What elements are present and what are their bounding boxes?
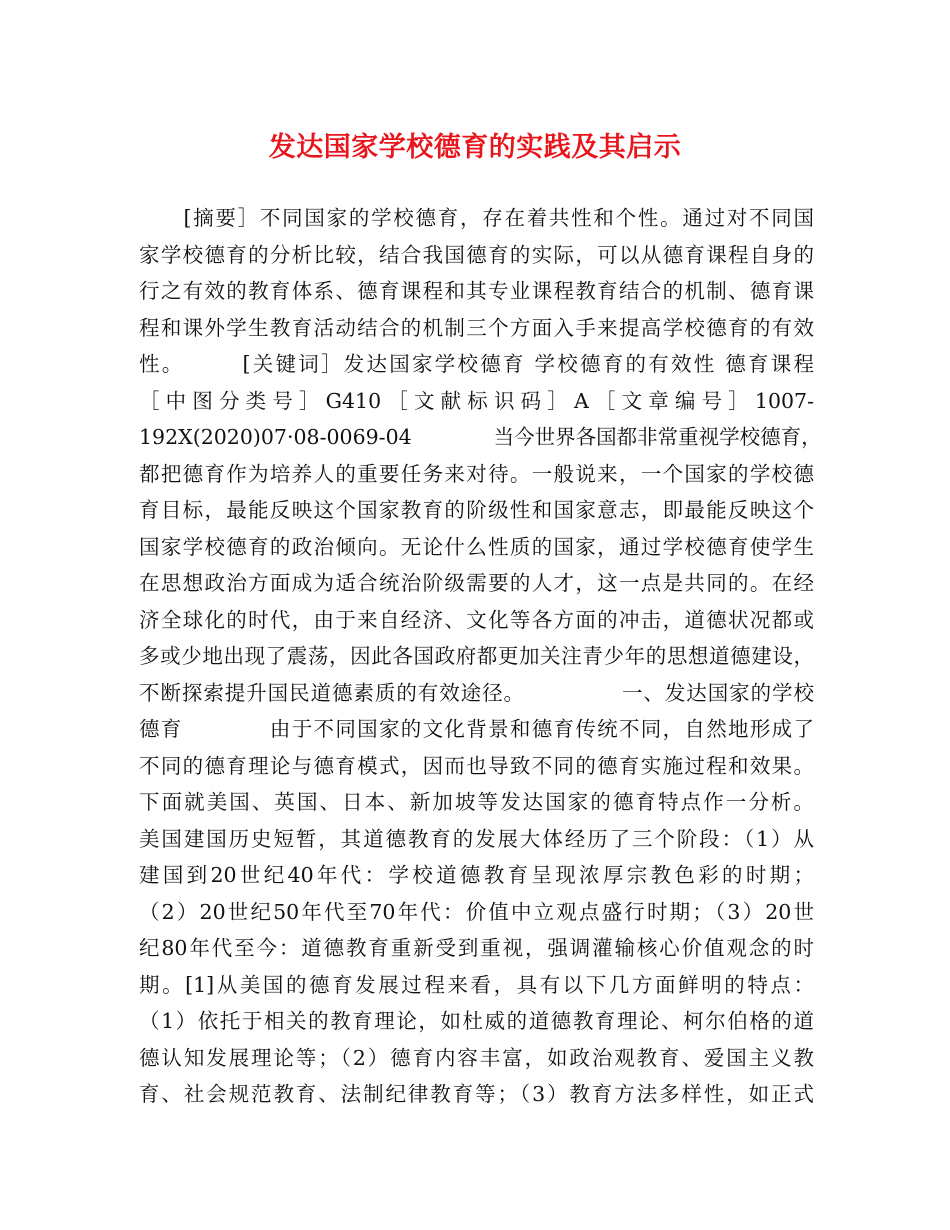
- body-line: 不断探索提升国民道德素质的有效途径。 一、发达国家的学校: [139, 680, 814, 705]
- body-line: 行之有效的教育体系、德育课程和其专业课程教育结合的机制、德育课: [139, 279, 814, 303]
- body-line: 在思想政治方面成为适合统治阶级需要的人才，这一点是共同的。在经: [139, 571, 814, 595]
- body-line: ［中图分类号］G410［文献标识码］A［文章编号］1007-: [139, 388, 814, 413]
- body-line: （1）依托于相关的教育理论，如杜威的道德教育理论、柯尔伯格的道: [139, 1009, 814, 1033]
- body-line: 济全球化的时代，由于来自经济、文化等各方面的冲击，道德状况都或: [139, 607, 814, 632]
- body-line: （2）20世纪50年代至70年代：价值中立观点盛行时期；（3）20世: [139, 899, 814, 924]
- body-line: 不同的德育理论与德育模式，因而也导致不同的德育实施过程和效果。: [139, 753, 814, 778]
- body-line: 育目标，最能反映这个国家教育的阶级性和国家意志，即最能反映这个: [139, 498, 814, 522]
- document-body: [139, 200, 822, 1113]
- body-line: 国家学校德育的政治倾向。无论什么性质的国家，通过学校德育使学生: [139, 534, 814, 559]
- body-line: [摘要］不同国家的学校德育，存在着共性和个性。通过对不同国: [139, 206, 814, 230]
- body-line: 德育 由于不同国家的文化背景和德育传统不同，自然地形成了: [139, 717, 814, 741]
- body-line: 家学校德育的分析比较，结合我国德育的实际，可以从德育课程自身的: [139, 242, 814, 267]
- body-line: 程和课外学生教育活动结合的机制三个方面入手来提高学校德育的有效: [139, 315, 814, 340]
- body-line: 下面就美国、英国、日本、新加坡等发达国家的德育特点作一分析。: [139, 790, 814, 814]
- body-line: 育、社会规范教育、法制纪律教育等；（3）教育方法多样性，如正式: [139, 1082, 814, 1106]
- body-line: 建国到20世纪40年代：学校道德教育呈现浓厚宗教色彩的时期；: [139, 863, 814, 887]
- body-line: 都把德育作为培养人的重要任务来对待。一般说来，一个国家的学校德: [139, 461, 814, 486]
- body-line: 纪80年代至今：道德教育重新受到重视，强调灌输核心价值观念的时: [139, 936, 814, 960]
- body-line: 性。 [关键词］发达国家学校德育 学校德育的有效性 德育课程: [139, 352, 814, 376]
- body-line: 德认知发展理论等；（2）德育内容丰富，如政治观教育、爱国主义教: [139, 1045, 814, 1070]
- body-line: 多或少地出现了震荡，因此各国政府都更加关注青少年的思想道德建设，: [139, 644, 814, 668]
- document-title: 发达国家学校德育的实践及其启示: [268, 132, 682, 163]
- body-line: 192X(2020)07·08-0069-04 当今世界各国都非常重视学校德育，: [139, 425, 822, 449]
- body-line: 美国建国历史短暂，其道德教育的发展大体经历了三个阶段：（1）从: [139, 826, 814, 851]
- body-line: 期。[1]从美国的德育发展过程来看，具有以下几方面鲜明的特点：: [139, 972, 814, 997]
